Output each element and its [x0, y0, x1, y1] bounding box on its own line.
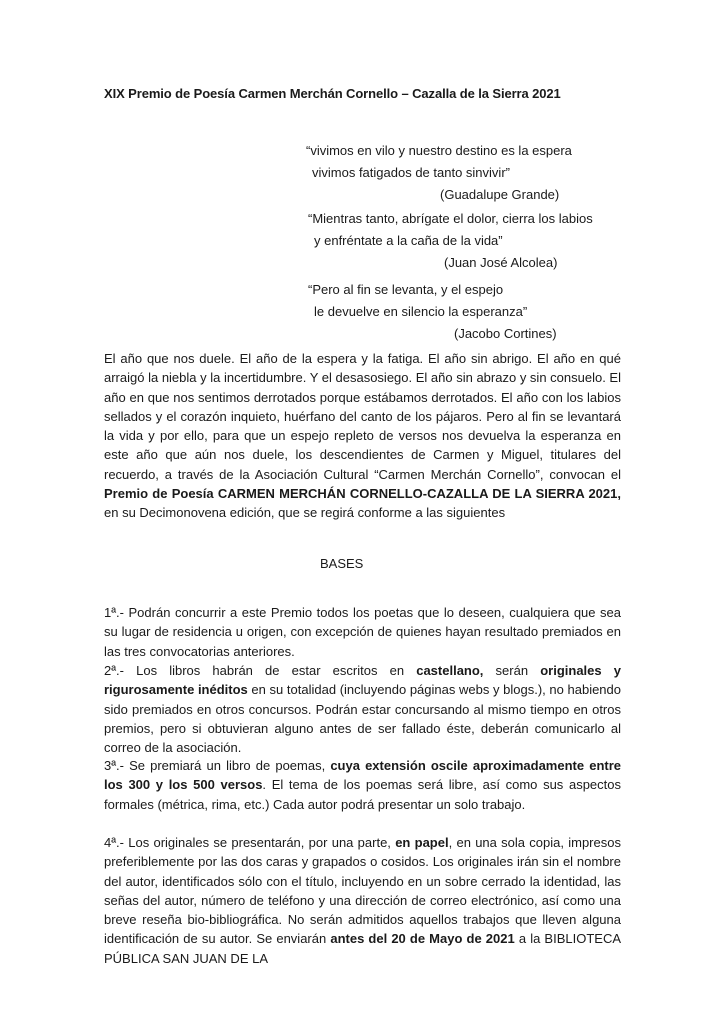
base-2-text: 2ª.- Los libros habrán de estar escritos en [104, 663, 417, 678]
quote-line: vivimos fatigados de tanto sinvivir” [312, 165, 510, 180]
epigraph-quote-2 [308, 208, 593, 274]
quote-line: y enfréntate a la caña de la vida” [314, 233, 503, 248]
epigraph-quote-3 [308, 279, 557, 345]
base-4-bold-deadline: antes del 20 de Mayo de 2021 [330, 931, 515, 947]
quote-author: (Jacobo Cortines) [454, 326, 557, 341]
base-4-bold-paper: en papel [395, 835, 449, 850]
base-2-bold-language: castellano, [416, 663, 484, 678]
base-4-text: , en una sola copia, impresos preferiblemente por las dos caras y grapados o cosidos. Los originales irán sin el nombre del autor, identificados sólo con el título, incluyendo en un sobre cerrado la identidad, las señas del autor, número de teléfono y una dirección de correo electrónico, así como una breve reseña bio-bibliográfica. No serán admitidos aquellos trabajos que lleven alguna identificación de su autor. Se enviarán [104, 835, 621, 947]
quote-line: “Mientras tanto, abrígate el dolor, cierra los labios [308, 211, 593, 226]
base-1-text: 1ª.- Podrán concurrir a este Premio todos los poetas que lo deseen, cualquiera que sea su lugar de residencia u origen, con excepción de quienes hayan resultado premiados en las tres convocatorias anteriores. [104, 605, 621, 659]
epigraph-quote-1 [306, 140, 572, 206]
quote-author: (Juan José Alcolea) [444, 255, 558, 270]
base-4-paragraph [104, 833, 621, 968]
base-2-bold-originals: originales y rigurosamente inéditos [104, 663, 621, 698]
base-3-text: . El tema de los poemas será libre, así como sus aspectos formales (métrica, rima, etc.) Cada autor podrá presentar un solo trabajo. [104, 777, 621, 812]
base-4-text: 4ª.- Los originales se presentarán, por una parte, [104, 835, 396, 850]
base-1-paragraph [104, 603, 621, 661]
base-3-text: 3ª.- Se premiará un libro de poemas, [104, 758, 331, 773]
quote-line: “Pero al fin se levanta, y el espejo [308, 282, 504, 297]
intro-text: El año que nos duele. El año de la espera y la fatiga. El año sin abrigo. El año en qué arraigó la niebla y la incertidumbre. Y el desasosiego. El año sin abrazo y sin consuelo. El año en que nos sentimos derrotados porque estábamos derrotados. El año con los labios sellados y el corazón inquieto, huérfano del canto de los pájaros. Pero al fin se levantará la vida y por ello, para que un espejo repleto de versos nos devuelva la esperanza en este año que aún nos duele, los descendientes de Carmen y Miguel, titulares del recuerdo, a través de la Asociación Cultural “Carmen Merchán Cornello”, convocan el [104, 351, 621, 482]
intro-text: en su Decimonovena edición, que se regirá conforme a las siguientes [104, 505, 506, 521]
base-4-text: a la BIBLIOTECA PÚBLICA SAN JUAN DE LA [104, 931, 622, 966]
quote-author: (Guadalupe Grande) [440, 187, 560, 202]
intro-paragraph [104, 349, 621, 523]
document-title: XIX Premio de Poesía Carmen Merchán Cornello – Cazalla de la Sierra 2021 [104, 86, 561, 101]
base-2-text: serán [483, 663, 541, 678]
base-2-text: en su totalidad (incluyendo páginas webs y blogs.), no habiendo sido premiados en otros concursos. Podrán estar concursando al mismo tiempo en otros premios, pero si obtuvieran alguno antes de ser fallado éste, deberán comunicarlo al correo de la asociación. [104, 682, 621, 756]
quote-line: le devuelve en silencio la esperanza” [314, 304, 528, 319]
base-3-bold-extension: cuya extensión oscile aproximadamente entre los 300 y los 500 versos [104, 758, 622, 793]
base-3-paragraph [104, 756, 621, 814]
base-2-paragraph [104, 661, 621, 757]
intro-bold-prize: Premio de Poesía CARMEN MERCHÁN CORNELLO-CAZALLA DE LA SIERRA 2021, [104, 486, 621, 502]
bases-heading: BASES [320, 556, 364, 571]
quote-line: “vivimos en vilo y nuestro destino es la espera [306, 143, 572, 158]
